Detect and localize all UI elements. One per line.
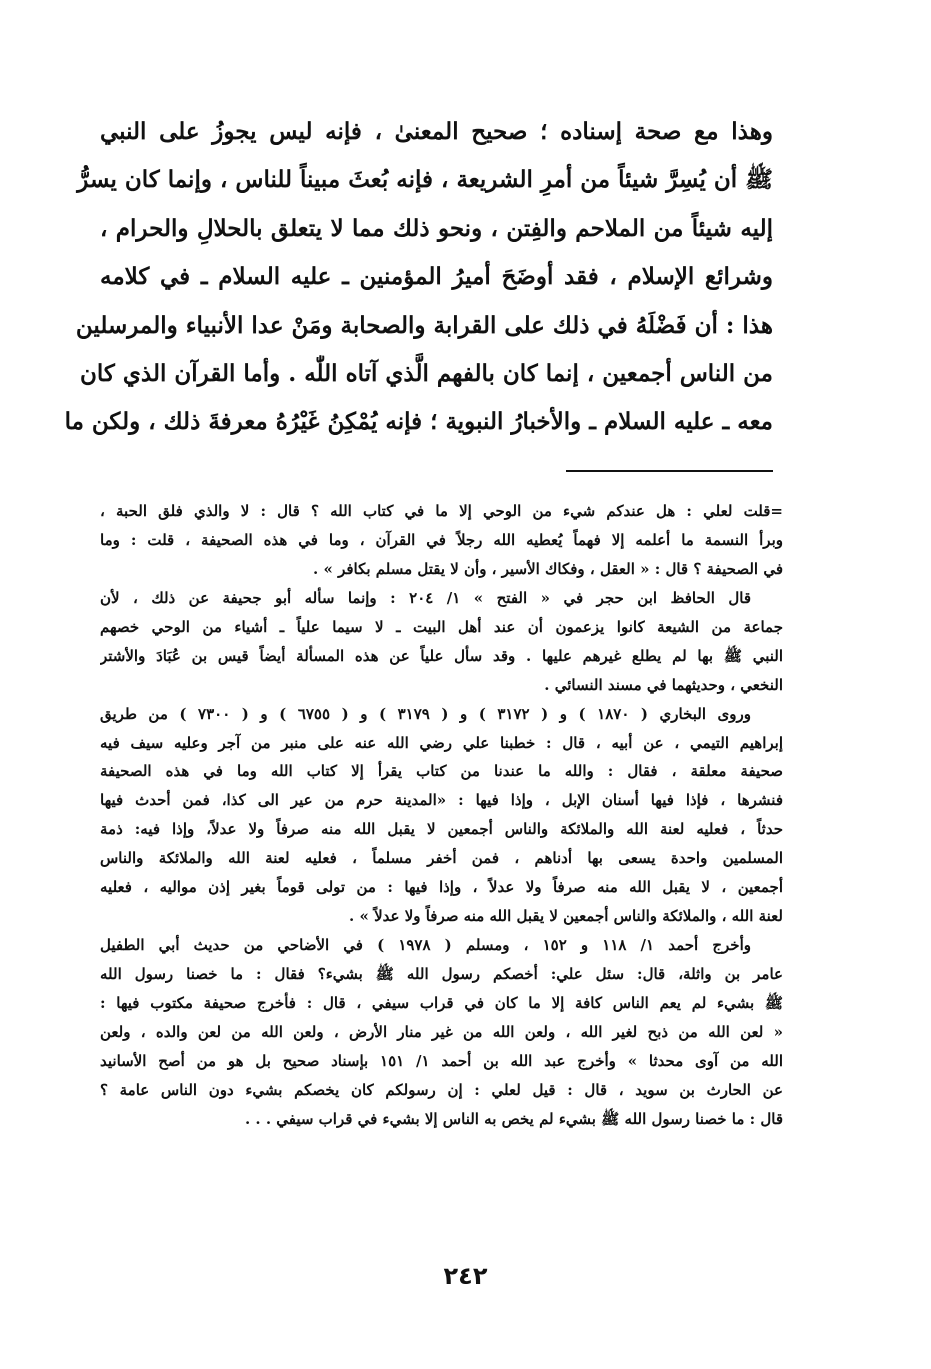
footnote-line: « لعن الله من ذبح لغير الله ، ولعن الله من غير منار الأرض ، ولعن الله من لعن والده ، ولعن bbox=[100, 1022, 783, 1041]
footnote-line: وبرأ النسمة ما أعلمه إلا فهماً يُعطيه الله رجلاً في القرآن ، وما في هذه الصحيفة ، قلت : وما bbox=[100, 530, 783, 549]
footnote-line: جماعة من الشيعة كانوا يزعمون أن عند أهل البيت ـ لا سيما علياً ـ أشياء من الوحي خصهم bbox=[100, 617, 783, 636]
main-text-line: ﷺ أن يُسِرَّ شيئاً من أمرِ الشريعة ، فإنه بُعثَ مبيناً للناس ، وإنما كان يسرُّ bbox=[77, 166, 773, 194]
footnote-line: =قلت لعلي : هل عندكم شيء من الوحي إلا ما في كتاب الله ؟ قال : لا والذي فلق الحبة ، bbox=[100, 502, 783, 520]
footnotes bbox=[100, 497, 783, 1134]
main-text-line: وهذا مع صحة إسناده ؛ صحيح المعنىٰ ، فإنه ليس يجوزُ على النبي bbox=[100, 118, 773, 145]
footnote-line: أجمعين ، لا يقبل الله منه صرفاً ولا عدلاً ، وإذا فيها : من تولى قوماً بغير إذن مواليه ، فعليه bbox=[100, 878, 783, 897]
main-text-line: من الناس أجمعين ، إنما كان بالفهم الَّذي آتاه اللّٰه . وأما القرآن الذي كان bbox=[80, 359, 773, 387]
footnote-line: عامر بن واثلة، قال: سئل علي: أخصكم رسول الله ﷺ بشيء؟ فقال : ما خصنا رسول الله bbox=[100, 965, 783, 983]
footnote-separator-rule bbox=[566, 470, 773, 472]
main-text-line: هذا : أن فَضْلَهُ في ذلك على القرابة والصحابة ومَنْ عدا الأنبياء والمرسلين bbox=[75, 311, 773, 339]
footnote-line: صحيفة معلقة ، فقال : والله ما عندنا من كتاب يقرأ إلا كتاب الله وما في هذه الصحيفة bbox=[100, 762, 783, 781]
footnote-line: ﷺ بشيء لم يعم الناس كافة إلا ما كان في قراب سيفي ، قال : فأخرج صحيفة مكتوب فيها : bbox=[100, 993, 783, 1012]
footnote-line: النخعي ، وحديثهما في مسند النسائي . bbox=[544, 675, 783, 694]
footnote-line: عن الحارث بن سويد ، قال : قيل لعلي : إن رسولكم كان يخصكم بشيء دون الناس عامة ؟ bbox=[100, 1080, 783, 1099]
footnote-line: قال الحافظ ابن حجر في « الفتح » ١/ ٢٠٤ : وإنما سأله أبو جحيفة عن ذلك ، لأن bbox=[100, 588, 752, 607]
main-text-line: وشرائع الإسلام ، فقد أوضَحَ أميرُ المؤمنين ـ عليه السلام ـ في كلامه bbox=[100, 263, 773, 291]
main-text-line: إليه شيئاً من الملاحم والفِتن ، ونحو ذلك مما لا يتعلق بالحلالِ والحرام ، bbox=[100, 214, 773, 242]
footnote-line: لعنة الله ، والملائكة والناس أجمعين لا يقبل الله منه صرفاً ولا عدلاً » . bbox=[349, 907, 783, 926]
footnote-line: المسلمين واحدة يسعى بها أدناهم ، فمن أخفر مسلماً ، فعليه لعنة الله والملائكة والناس bbox=[100, 849, 783, 868]
footnote-line: وأخرج أحمد ١/ ١١٨ و ١٥٢ ، ومسلم ( ١٩٧٨ ) في الأضاحي من حديث أبي الطفيل bbox=[100, 936, 751, 955]
footnote-line: الله من آوى محدثا » وأخرج عبد الله بن أحمد ١/ ١٥١ بإسناد صحيح بل هو من أصح الأسانيد bbox=[100, 1051, 783, 1070]
main-text-line: معه ـ عليه السلام ـ والأخبارُ النبوية ؛ فإنه يُمْكِنُ غَيْرُهُ معرفةَ ذلك ، ولكن ما bbox=[64, 408, 773, 436]
footnote-line: النبي ﷺ بها لم يطلع غيرهم عليها . وقد سأل علياً عن هذه المسألة أيضاً قيس بن عُبَادَ والأشتر bbox=[100, 646, 783, 665]
footnote-line: فنشرها ، فإذا فيها أسنان الإبل ، وإذا فيها : «المدينة حرم من عير الى كذا، فمن أحدث فيها bbox=[100, 791, 783, 810]
footnote-line: وروى البخاري ( ١٨٧٠ ) و ( ٣١٧٢ ) و ( ٣١٧٩ ) و ( ٦٧٥٥ ) و ( ٧٣٠٠ ) من طريق bbox=[100, 704, 752, 723]
footnote-line: في الصحيفة ؟ قال : « العقل ، وفكاك الأسير ، وأن لا يقتل مسلم بكافر » . bbox=[313, 559, 783, 578]
footnote-line: حدثاً ، فعليه لعنة الله والملائكة والناس أجمعين لا يقبل الله منه صرفاً ولا عدلاً، وإذا فيه: ذمة bbox=[100, 820, 783, 839]
footnote-line: إبراهيم التيمي ، عن أبيه ، قال : خطبنا علي رضي الله عنه على منبر من آجر وعليه سيف فيه bbox=[100, 733, 783, 752]
footnote-line: قال : ما خصنا رسول الله ﷺ بشيء لم يخص به الناس إلا بشيء في قراب سيفي . . . bbox=[244, 1109, 783, 1128]
page-number: ٢٤٢ bbox=[443, 1262, 488, 1290]
main-text bbox=[64, 108, 773, 447]
